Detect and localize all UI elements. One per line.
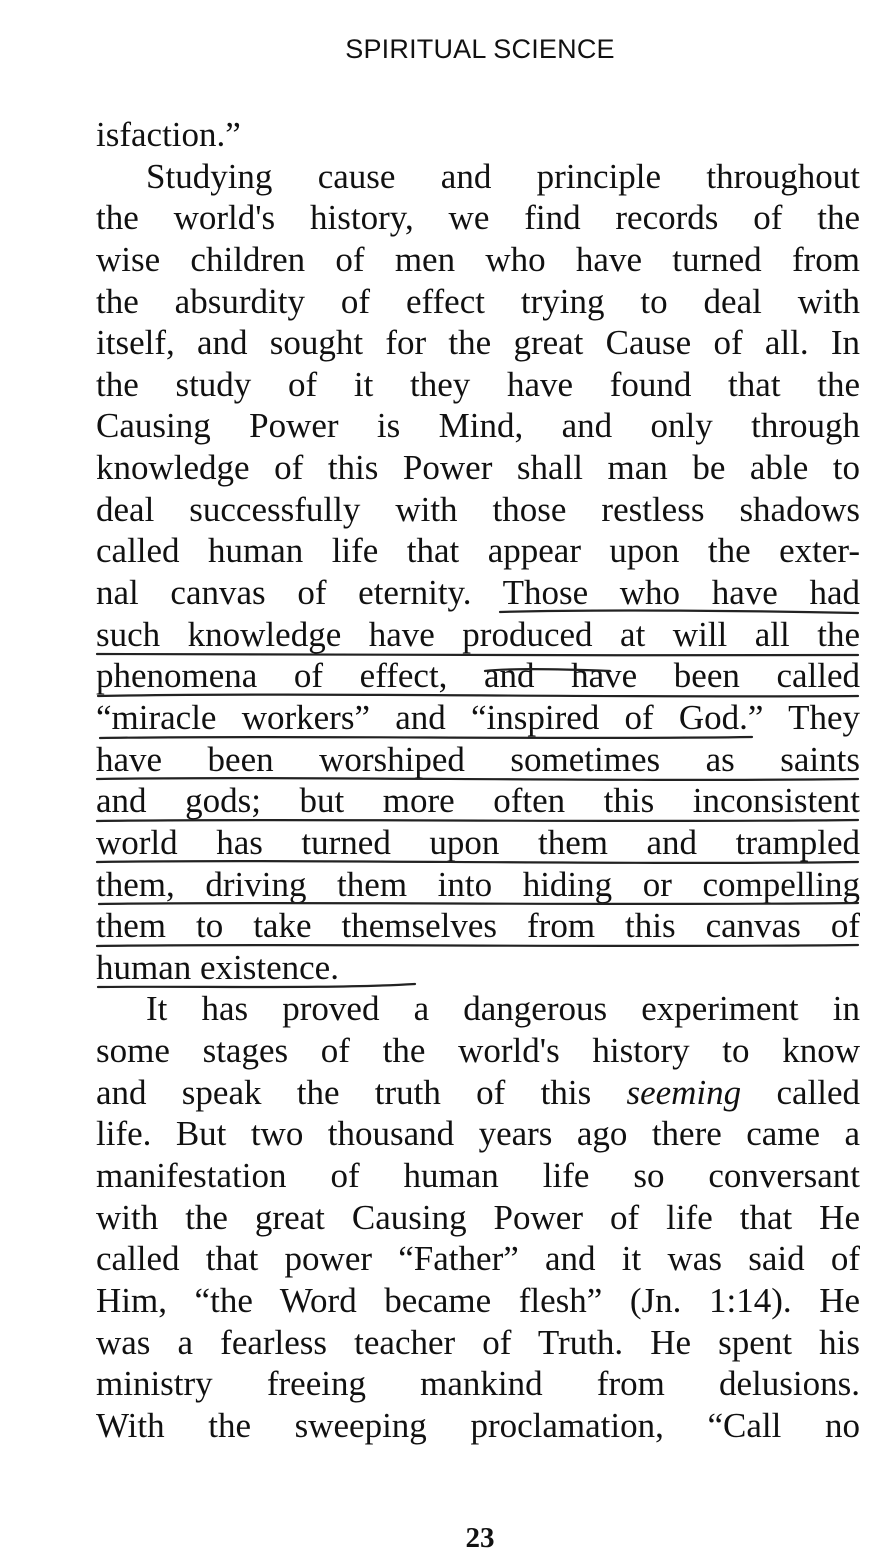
text-line: and speak the truth of this seeming called (96, 1072, 860, 1112)
text-line: the study of it they have found that the (96, 364, 860, 404)
text-line: called that power “Father” and it was said of (96, 1239, 860, 1279)
text-line: “miracle workers” and “inspired of God.” They (96, 697, 860, 737)
text-line: with the great Causing Power of life that He (96, 1197, 860, 1237)
text-line: Studying cause and principle throughout (146, 156, 860, 196)
running-head: SPIRITUAL SCIENCE (345, 34, 615, 64)
italic-emphasis: seeming (626, 1072, 742, 1112)
text-line: called human life that appear upon the exter- (96, 531, 860, 571)
text-line: was a fearless teacher of Truth. He spent his (96, 1322, 860, 1362)
text-line: the world's history, we find records of the (96, 198, 860, 238)
text-line: manifestation of human life so conversant (96, 1156, 860, 1196)
text-line: itself, and sought for the great Cause of all. In (96, 323, 860, 363)
text-line: ministry freeing mankind from delusions. (96, 1364, 860, 1404)
text-line: isfaction.” (96, 115, 241, 154)
body-text (96, 114, 860, 1447)
text-line: world has turned upon them and trampled (96, 822, 860, 862)
text-line: the absurdity of effect trying to deal with (96, 281, 860, 321)
text-line: such knowledge have produced at will all the (96, 614, 860, 654)
text-line: human existence. (96, 947, 339, 987)
page-number: 23 (465, 1522, 495, 1554)
text-line: It has proved a dangerous experiment in (146, 989, 860, 1029)
text-line: have been worshiped sometimes as saints (96, 739, 860, 779)
text-line: With the sweeping proclamation, “Call no (96, 1405, 860, 1445)
text-line: knowledge of this Power shall man be able to (96, 448, 860, 488)
text-line: life. But two thousand years ago there came a (96, 1114, 860, 1154)
text-line: some stages of the world's history to know (96, 1031, 860, 1071)
text-line: Him, “the Word became flesh” (Jn. 1:14). He (96, 1280, 860, 1320)
text-line: nal canvas of eternity. Those who have had (96, 573, 860, 613)
text-line: phenomena of effect, and have been called (96, 656, 860, 696)
text-line: wise children of men who have turned from (96, 239, 860, 279)
text-line: them to take themselves from this canvas of (96, 906, 860, 946)
text-line: them, driving them into hiding or compelling (96, 864, 860, 904)
text-line: and gods; but more often this inconsistent (96, 781, 860, 821)
text-line: deal successfully with those restless shadows (96, 489, 860, 529)
text-line: Causing Power is Mind, and only through (96, 406, 860, 446)
